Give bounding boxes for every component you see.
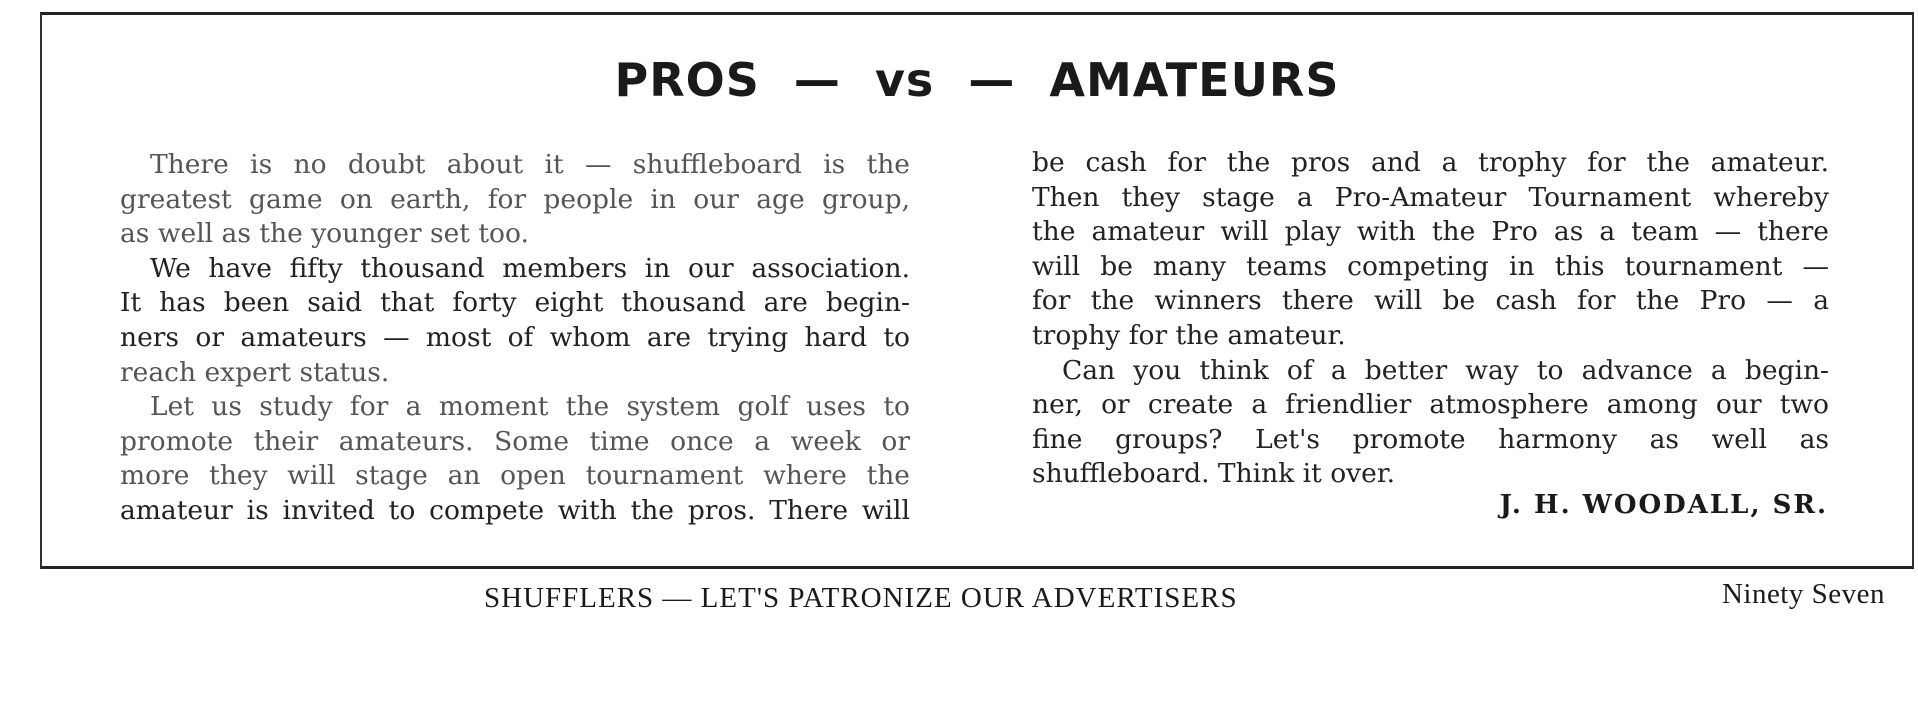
text-line: the amateur will play with the Pro as a team — there xyxy=(1032,216,1829,248)
text-line: There is no doubt about it — shuffleboard is the xyxy=(150,149,910,180)
text-line: ner, or create a friendlier atmosphere among our two xyxy=(1032,389,1829,421)
text-line: It has been said that forty eight thousand are begin- xyxy=(120,287,910,319)
headline: PROS — vs — AMATEURS xyxy=(614,53,1340,107)
text-line: amateur is invited to compete with the pros. There will xyxy=(120,494,910,526)
text-line: shuffleboard. Think it over. xyxy=(1032,458,1396,490)
text-line: Let us study for a moment the system golf uses to xyxy=(150,391,910,423)
text-line: as well as the younger set too. xyxy=(120,218,529,250)
text-line: be cash for the pros and a trophy for the amateur. xyxy=(1032,147,1829,178)
text-line: will be many teams competing in this tournament — xyxy=(1032,250,1829,282)
footer-slogan: SHUFFLERS — LET'S PATRONIZE OUR ADVERTISERS xyxy=(484,582,1238,614)
article-box xyxy=(40,12,1914,569)
text-line: fine groups? Let's promote harmony as well as xyxy=(1032,423,1829,455)
text-line: for the winners there will be cash for the Pro — a xyxy=(1032,285,1829,317)
text-line: trophy for the amateur. xyxy=(1032,319,1346,351)
right-column xyxy=(1032,146,1829,492)
page-number: Ninety Seven xyxy=(1721,578,1885,610)
text-line: reach expert status. xyxy=(120,356,390,388)
text-line: Can you think of a better way to advance a begin- xyxy=(1062,354,1829,386)
text-line: promote their amateurs. Some time once a week or xyxy=(120,425,910,457)
text-line: Then they stage a Pro-Amateur Tournament whereby xyxy=(1032,181,1829,213)
author-signature: J. H. WOODALL, SR. xyxy=(1499,490,1828,520)
text-line: more they will stage an open tournament where the xyxy=(120,460,910,492)
text-line: We have fifty thousand members in our association. xyxy=(150,252,910,284)
text-line: ners or amateurs — most of whom are trying hard to xyxy=(120,321,910,353)
left-column xyxy=(120,148,910,529)
text-line: greatest game on earth, for people in our age group, xyxy=(120,183,910,215)
